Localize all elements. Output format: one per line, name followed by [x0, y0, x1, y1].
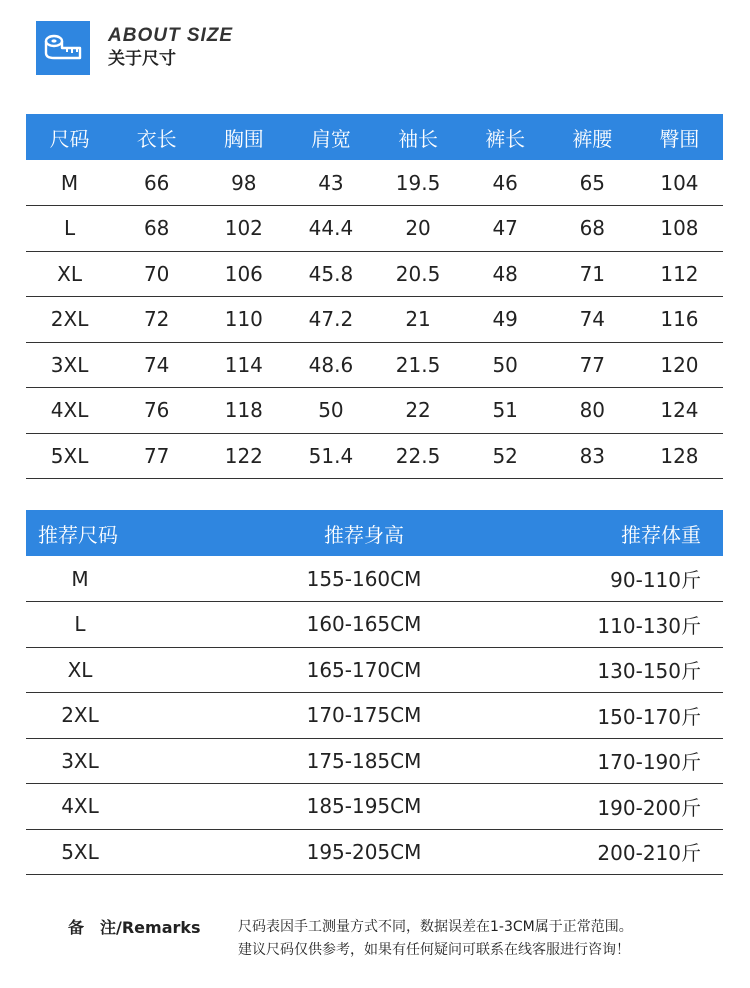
size-header-cell: 衣长 — [113, 114, 200, 160]
size-cell: 3XL — [26, 342, 113, 388]
size-cell: 110 — [200, 297, 287, 343]
rec-cell: 160-165CM — [134, 602, 594, 648]
rec-cell: 150-170斤 — [594, 693, 723, 739]
size-cell: 65 — [549, 160, 636, 206]
size-cell: 72 — [113, 297, 200, 343]
rec-cell: 90-110斤 — [594, 556, 723, 602]
size-cell: 21.5 — [375, 342, 462, 388]
size-cell: 80 — [549, 388, 636, 434]
table-row — [26, 647, 723, 693]
size-cell: 68 — [549, 206, 636, 252]
size-cell: 66 — [113, 160, 200, 206]
rec-cell: XL — [26, 647, 134, 693]
table-row — [26, 829, 723, 875]
rec-cell: 195-205CM — [134, 829, 594, 875]
size-cell: 122 — [200, 433, 287, 479]
table-row — [26, 602, 723, 648]
header — [36, 20, 233, 76]
size-cell: 51.4 — [287, 433, 374, 479]
recommended-size-table — [26, 510, 723, 875]
rec-cell: M — [26, 556, 134, 602]
title-chinese: 关于尺寸 — [108, 49, 176, 69]
table-row — [26, 556, 723, 602]
table-row — [26, 342, 723, 388]
size-cell: 83 — [549, 433, 636, 479]
size-cell: 47 — [462, 206, 549, 252]
size-cell: 120 — [636, 342, 723, 388]
remarks — [68, 916, 633, 962]
size-cell: 50 — [287, 388, 374, 434]
rec-cell: 4XL — [26, 784, 134, 830]
rec-cell: L — [26, 602, 134, 648]
size-cell: 71 — [549, 251, 636, 297]
size-cell: 76 — [113, 388, 200, 434]
table-row — [26, 388, 723, 434]
rec-cell: 5XL — [26, 829, 134, 875]
size-cell: 20 — [375, 206, 462, 252]
size-cell: 22 — [375, 388, 462, 434]
size-cell: 5XL — [26, 433, 113, 479]
size-cell: 118 — [200, 388, 287, 434]
rec-header-cell: 推荐体重 — [594, 510, 723, 556]
size-cell: 112 — [636, 251, 723, 297]
table-row — [26, 206, 723, 252]
rec-header-cell: 推荐尺码 — [26, 510, 134, 556]
size-table-header — [26, 114, 723, 160]
size-cell: 106 — [200, 251, 287, 297]
rec-cell: 175-185CM — [134, 738, 594, 784]
rec-cell: 170-190斤 — [594, 738, 723, 784]
size-cell: 108 — [636, 206, 723, 252]
size-header-cell: 裤腰 — [549, 114, 636, 160]
size-cell: 43 — [287, 160, 374, 206]
size-cell: 77 — [549, 342, 636, 388]
size-cell: 22.5 — [375, 433, 462, 479]
size-cell: 48.6 — [287, 342, 374, 388]
size-cell: 50 — [462, 342, 549, 388]
size-cell: 114 — [200, 342, 287, 388]
rec-header-cell: 推荐身高 — [134, 510, 594, 556]
size-cell: 102 — [200, 206, 287, 252]
size-cell: 4XL — [26, 388, 113, 434]
tape-measure-icon — [36, 21, 90, 75]
remarks-label: 备 注/Remarks — [68, 918, 201, 937]
remarks-line: 尺码表因手工测量方式不同，数据误差在1-3CM属于正常范围。 — [238, 919, 633, 935]
size-cell: 70 — [113, 251, 200, 297]
table-row — [26, 297, 723, 343]
rec-cell: 170-175CM — [134, 693, 594, 739]
size-header-cell: 裤长 — [462, 114, 549, 160]
table-row — [26, 251, 723, 297]
size-cell: 48 — [462, 251, 549, 297]
rec-cell: 2XL — [26, 693, 134, 739]
rec-cell: 3XL — [26, 738, 134, 784]
size-cell: 49 — [462, 297, 549, 343]
size-cell: 74 — [113, 342, 200, 388]
size-cell: 104 — [636, 160, 723, 206]
size-cell: 128 — [636, 433, 723, 479]
rec-cell: 165-170CM — [134, 647, 594, 693]
size-cell: 44.4 — [287, 206, 374, 252]
table-row — [26, 160, 723, 206]
size-cell: 46 — [462, 160, 549, 206]
table-row — [26, 738, 723, 784]
title-english: ABOUT SIZE — [108, 25, 234, 46]
size-cell: L — [26, 206, 113, 252]
size-cell: M — [26, 160, 113, 206]
size-cell: 45.8 — [287, 251, 374, 297]
rec-cell: 200-210斤 — [594, 829, 723, 875]
size-header-cell: 尺码 — [26, 114, 113, 160]
size-cell: 19.5 — [375, 160, 462, 206]
size-cell: 116 — [636, 297, 723, 343]
size-cell: 47.2 — [287, 297, 374, 343]
size-cell: 98 — [200, 160, 287, 206]
rec-cell: 110-130斤 — [594, 602, 723, 648]
size-cell: 68 — [113, 206, 200, 252]
rec-cell: 185-195CM — [134, 784, 594, 830]
size-cell: 51 — [462, 388, 549, 434]
table-row — [26, 433, 723, 479]
size-cell: 2XL — [26, 297, 113, 343]
size-header-cell: 胸围 — [200, 114, 287, 160]
size-cell: 21 — [375, 297, 462, 343]
size-header-cell: 臀围 — [636, 114, 723, 160]
size-cell: 74 — [549, 297, 636, 343]
size-cell: 20.5 — [375, 251, 462, 297]
size-cell: XL — [26, 251, 113, 297]
rec-table-header — [26, 510, 723, 556]
size-cell: 52 — [462, 433, 549, 479]
rec-cell: 130-150斤 — [594, 647, 723, 693]
size-header-cell: 袖长 — [375, 114, 462, 160]
remarks-line: 建议尺码仅供参考，如果有任何疑问可联系在线客服进行咨询！ — [238, 942, 630, 958]
table-row — [26, 693, 723, 739]
size-chart-table — [26, 114, 723, 479]
size-cell: 77 — [113, 433, 200, 479]
table-row — [26, 784, 723, 830]
rec-cell: 155-160CM — [134, 556, 594, 602]
size-header-cell: 肩宽 — [287, 114, 374, 160]
size-cell: 124 — [636, 388, 723, 434]
rec-cell: 190-200斤 — [594, 784, 723, 830]
